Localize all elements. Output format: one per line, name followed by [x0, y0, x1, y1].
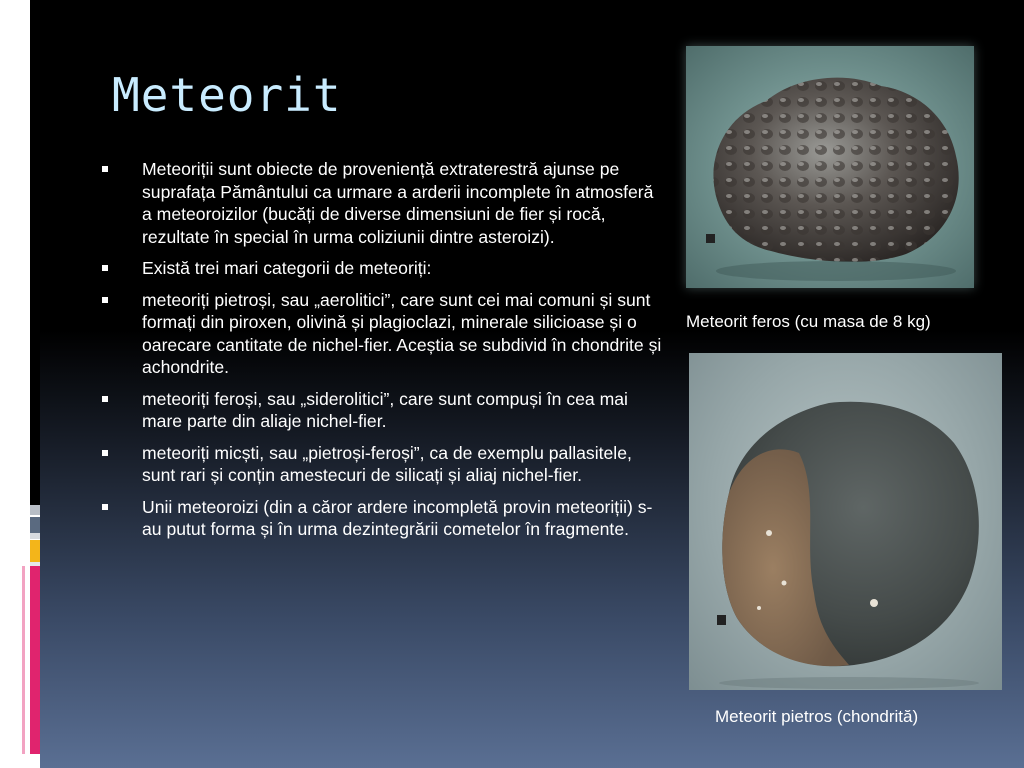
stone-meteorite-photo	[689, 353, 1002, 690]
decor-bar-black	[30, 0, 40, 505]
bullet-item	[102, 496, 662, 541]
iron-meteorite-caption: Meteorit feros (cu masa de 8 kg)	[686, 312, 931, 331]
bullet-item	[102, 442, 662, 487]
square-bullet-icon	[102, 396, 108, 402]
bullet-item	[102, 257, 662, 280]
bullet-text: meteoriți pietroși, sau „aerolitici”, care sunt cei mai comuni și sunt formați din piroxen, olivină și plagioclazi, minerale silicioase și o oarecare cantitate de nichel-fier. Aceștia se subdivid în chondrite și achondrite.	[142, 289, 662, 377]
bullet-text: Meteoriții sunt obiecte de proveniență extraterestră ajunse pe suprafața Pământului ca urmare a arderii incomplete în atmosferă a meteoroizilor (bucăți de diverse dimensiuni de fier și rocă, rezultate în special în urma coliziunii dintre asteroizi).	[142, 159, 654, 247]
decor-bar-amber	[30, 540, 40, 562]
bullet-item	[102, 388, 662, 433]
bullet-text: meteoriți feroși, sau „siderolitici”, care sunt compuși în cea mai mare parte din aliaje nichel-fier.	[142, 388, 628, 431]
decor-bar-gray	[30, 533, 40, 539]
iron-meteorite-photo	[686, 46, 974, 288]
decor-bar-gray	[30, 505, 40, 515]
square-bullet-icon	[102, 265, 108, 271]
bullet-text: Unii meteoroizi (din a căror ardere incompletă provin meteoriții) s-au putut forma și în urma dezintegrării cometelor în fragmente.	[142, 496, 653, 539]
decor-bar-pink-thin	[22, 566, 25, 754]
bullet-list	[102, 158, 662, 550]
square-bullet-icon	[102, 450, 108, 456]
bullet-item	[102, 289, 662, 379]
slide-title: Meteorit	[112, 68, 342, 122]
stone-meteorite-caption: Meteorit pietros (chondrită)	[715, 707, 919, 726]
bullet-text: meteoriți micști, sau „pietroși-feroși”, ca de exemplu pallasitele, sunt rari și conțin amestecuri de silicați și aliaj nichel-fier.	[142, 442, 632, 485]
decor-bar-slate	[30, 517, 40, 533]
square-bullet-icon	[102, 504, 108, 510]
bullet-text: Există trei mari categorii de meteoriți:	[142, 258, 432, 278]
bullet-item	[102, 158, 662, 248]
square-bullet-icon	[102, 297, 108, 303]
decor-bar-pink	[30, 566, 40, 754]
square-bullet-icon	[102, 166, 108, 172]
